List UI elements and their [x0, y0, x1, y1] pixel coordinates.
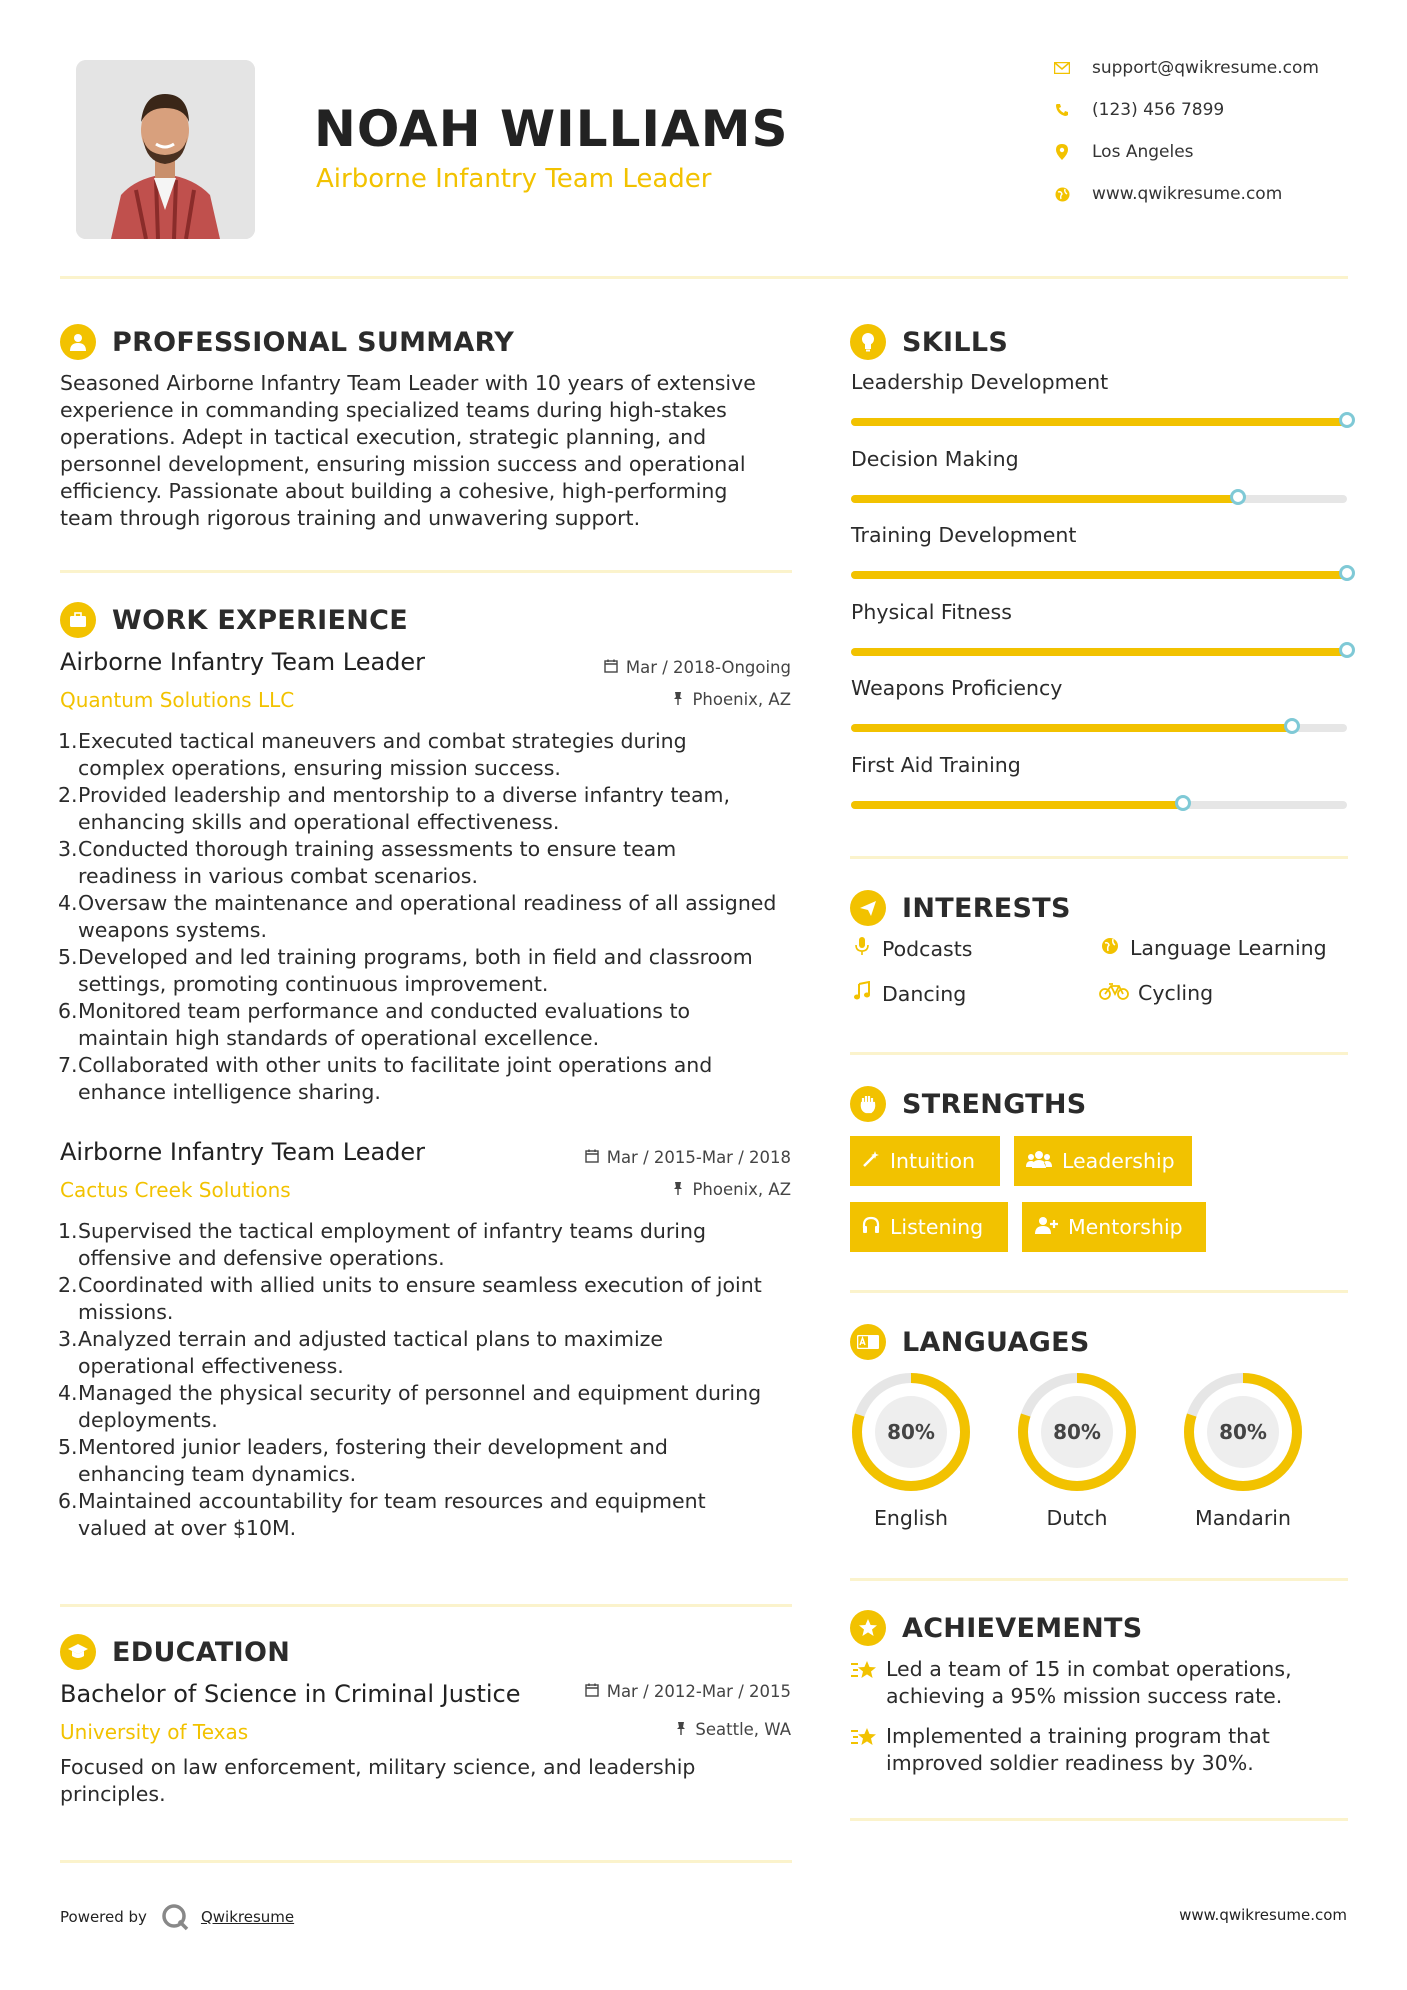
shooting-star-icon	[850, 1658, 886, 1710]
shooting-star-icon	[850, 1725, 886, 1777]
experience-divider	[60, 1604, 792, 1607]
strength-chip-leadership: Leadership	[1014, 1136, 1192, 1186]
footer-url[interactable]: www.qwikresume.com	[1179, 1906, 1347, 1924]
skill-bar	[851, 418, 1347, 426]
language-percent: 80%	[1053, 1420, 1101, 1444]
skill-slider-knob	[1339, 642, 1355, 658]
language-ring	[1181, 1370, 1305, 1494]
language-icon	[850, 1324, 886, 1360]
contact-website[interactable]	[1052, 184, 1282, 204]
contact-email[interactable]	[1052, 58, 1319, 78]
footer-powered-by	[60, 1903, 294, 1931]
summary-text: Seasoned Airborne Infantry Team Leader with 10 years of extensive experience in commanding specialized teams during high-stakes operations. Adept in tactical execution, strategic planning, and personnel development, ensuring mission success and operational efficiency. Passionate about building a cohesive, high-performing team through rigorous training and unwavering support.	[60, 371, 756, 530]
interest-podcasts: Podcasts	[850, 936, 972, 961]
list-item: 7. Collaborated with other units to facilitate joint operations and enhance intelligence sharing.	[58, 1053, 713, 1104]
interests-divider	[850, 1052, 1348, 1055]
calendar-icon	[585, 1683, 599, 1701]
achievement-item: Implemented a training program that improved soldier readiness by 30%.	[850, 1723, 1270, 1777]
contact-phone[interactable]	[1052, 100, 1224, 120]
skill-bar-fill	[851, 724, 1292, 732]
job-location: Phoenix, AZ	[672, 1180, 791, 1199]
header-divider	[60, 276, 1348, 279]
skill-bar-fill	[851, 571, 1347, 579]
map-pin-icon	[1052, 142, 1072, 162]
contact-location-text: Los Angeles	[1092, 142, 1194, 162]
contact-location	[1052, 142, 1194, 162]
skill-bar-fill	[851, 418, 1347, 426]
interest-dancing: Dancing	[850, 981, 966, 1006]
education-date: Mar / 2012-Mar / 2015	[585, 1682, 791, 1701]
skill-bar-fill	[851, 648, 1347, 656]
list-item: 4. Oversaw the maintenance and operational readiness of all assigned weapons systems.	[58, 891, 777, 942]
profile-photo	[76, 60, 255, 239]
skill-bar	[851, 648, 1347, 656]
education-location: Seattle, WA	[675, 1720, 791, 1739]
list-item: 1. Supervised the tactical employment of infantry teams during offensive and defensive operations.	[58, 1219, 706, 1270]
skills-divider	[850, 856, 1348, 859]
graduation-cap-icon	[60, 1634, 96, 1670]
list-item: 1. Executed tactical maneuvers and combat strategies during complex operations, ensuring mission success.	[58, 729, 687, 780]
qwikresume-logo-icon	[161, 1903, 189, 1931]
language-percent: 80%	[887, 1420, 935, 1444]
list-item: 2. Coordinated with allied units to ensure seamless execution of joint missions.	[58, 1273, 762, 1324]
languages-divider	[850, 1578, 1348, 1581]
skill-slider-knob	[1230, 489, 1246, 505]
headphones-icon	[862, 1216, 880, 1239]
candidate-name: NOAH WILLIAMS	[314, 100, 789, 158]
degree-title: Bachelor of Science in Criminal Justice	[60, 1680, 521, 1708]
language-name: Mandarin	[1195, 1506, 1291, 1530]
skill-name: Physical Fitness	[851, 599, 1012, 624]
education-divider	[60, 1860, 792, 1863]
summary-heading: PROFESSIONAL SUMMARY	[60, 324, 514, 360]
envelope-icon	[1052, 58, 1072, 78]
list-item: 5. Developed and led training programs, both in field and classroom settings, promoting continuous improvement.	[58, 945, 753, 996]
pushpin-icon	[672, 691, 684, 709]
language-name: English	[873, 1506, 949, 1530]
skill-name: Leadership Development	[851, 370, 1109, 394]
achievements-divider	[850, 1818, 1348, 1821]
qwikresume-link[interactable]: Qwikresume	[200, 1908, 295, 1926]
star-badge-icon	[850, 1610, 886, 1646]
job-date: Mar / 2015-Mar / 2018	[585, 1148, 791, 1167]
strengths-divider	[850, 1290, 1348, 1293]
skill-slider-knob	[1339, 412, 1355, 428]
microphone-icon	[850, 936, 874, 961]
calendar-icon	[604, 659, 618, 677]
list-item: 3. Conducted thorough training assessments to ensure team readiness in various combat scenarios.	[58, 837, 677, 888]
user-plus-icon	[1034, 1216, 1058, 1239]
skills-heading: SKILLS	[850, 324, 1008, 360]
job-duties	[60, 728, 800, 1106]
skill-name: Training Development	[851, 523, 1077, 547]
job-company: Quantum Solutions LLC	[60, 688, 295, 712]
skill-slider-knob	[1339, 565, 1355, 581]
list-item: 3. Analyzed terrain and adjusted tactical plans to maximize operational effectiveness.	[58, 1327, 664, 1378]
job-date: Mar / 2018-Ongoing	[604, 658, 791, 677]
achievements-heading: ACHIEVEMENTS	[850, 1610, 1143, 1646]
powered-by-text: Powered by	[60, 1908, 147, 1926]
strength-chip-intuition: Intuition	[850, 1136, 1000, 1186]
user-icon	[60, 324, 96, 360]
skill-bar	[851, 724, 1347, 732]
globe-icon	[1098, 937, 1122, 960]
list-item: 4. Managed the physical security of personnel and equipment during deployments.	[58, 1381, 762, 1432]
pushpin-icon	[672, 1181, 684, 1199]
phone-icon	[1052, 100, 1072, 120]
interest-cycling: Cycling	[1098, 981, 1213, 1005]
language-ring	[1015, 1370, 1139, 1494]
briefcase-icon	[60, 602, 96, 638]
hand-icon	[850, 1086, 886, 1122]
lightbulb-icon	[850, 324, 886, 360]
skill-slider-knob	[1284, 718, 1300, 734]
list-item: 2. Provided leadership and mentorship to a diverse infantry team, enhancing skills and operational effectiveness.	[58, 783, 731, 834]
summary-divider	[60, 570, 792, 573]
language-name: Dutch	[1046, 1506, 1108, 1530]
candidate-role: Airborne Infantry Team Leader	[316, 164, 712, 194]
skill-slider-knob	[1175, 795, 1191, 811]
pushpin-icon	[675, 1721, 687, 1739]
skill-bar	[851, 495, 1347, 503]
skill-bar	[851, 801, 1347, 809]
interest-language-learning: Language Learning	[1098, 936, 1327, 960]
contact-phone-text: (123) 456 7899	[1092, 100, 1225, 120]
list-item: 6. Monitored team performance and conducted evaluations to maintain high standards of operational excellence.	[58, 999, 691, 1050]
list-item: 5. Mentored junior leaders, fostering their development and enhancing team dynamics.	[58, 1435, 668, 1486]
strength-chip-mentorship: Mentorship	[1022, 1202, 1206, 1252]
globe-icon	[1052, 184, 1072, 204]
skill-name: First Aid Training	[851, 752, 1021, 777]
list-item: 6. Maintained accountability for team resources and equipment valued at over $10M.	[58, 1489, 706, 1540]
job-location: Phoenix, AZ	[672, 690, 791, 709]
job-company: Cactus Creek Solutions	[60, 1178, 291, 1202]
strengths-heading: STRENGTHS	[850, 1086, 1087, 1122]
skill-name: Decision Making	[851, 446, 1019, 471]
job-title: Airborne Infantry Team Leader	[60, 648, 426, 676]
education-description: Focused on law enforcement, military science, and leadership principles.	[60, 1755, 696, 1806]
skill-name: Weapons Proficiency	[851, 676, 1063, 700]
bicycle-icon	[1098, 982, 1130, 1005]
language-percent: 80%	[1219, 1420, 1267, 1444]
contact-website-text: www.qwikresume.com	[1092, 184, 1283, 204]
job-title: Airborne Infantry Team Leader	[60, 1138, 426, 1166]
skill-bar	[851, 571, 1347, 579]
calendar-icon	[585, 1149, 599, 1167]
experience-heading: WORK EXPERIENCE	[60, 602, 408, 638]
skill-bar-fill	[851, 495, 1238, 503]
interests-heading: INTERESTS	[850, 890, 1071, 926]
language-ring	[849, 1370, 973, 1494]
skill-bar-fill	[851, 801, 1183, 809]
users-icon	[1026, 1150, 1052, 1173]
strength-chip-listening: Listening	[850, 1202, 1008, 1252]
school-name: University of Texas	[60, 1720, 249, 1744]
music-note-icon	[850, 981, 874, 1006]
languages-heading: LANGUAGES	[850, 1324, 1090, 1360]
education-heading: EDUCATION	[60, 1634, 290, 1670]
achievement-item: Led a team of 15 in combat operations, achieving a 95% mission success rate.	[850, 1656, 1292, 1710]
job-duties	[60, 1218, 800, 1542]
paper-plane-icon	[850, 890, 886, 926]
magic-wand-icon	[862, 1150, 880, 1173]
contact-email-text: support@qwikresume.com	[1092, 58, 1319, 78]
